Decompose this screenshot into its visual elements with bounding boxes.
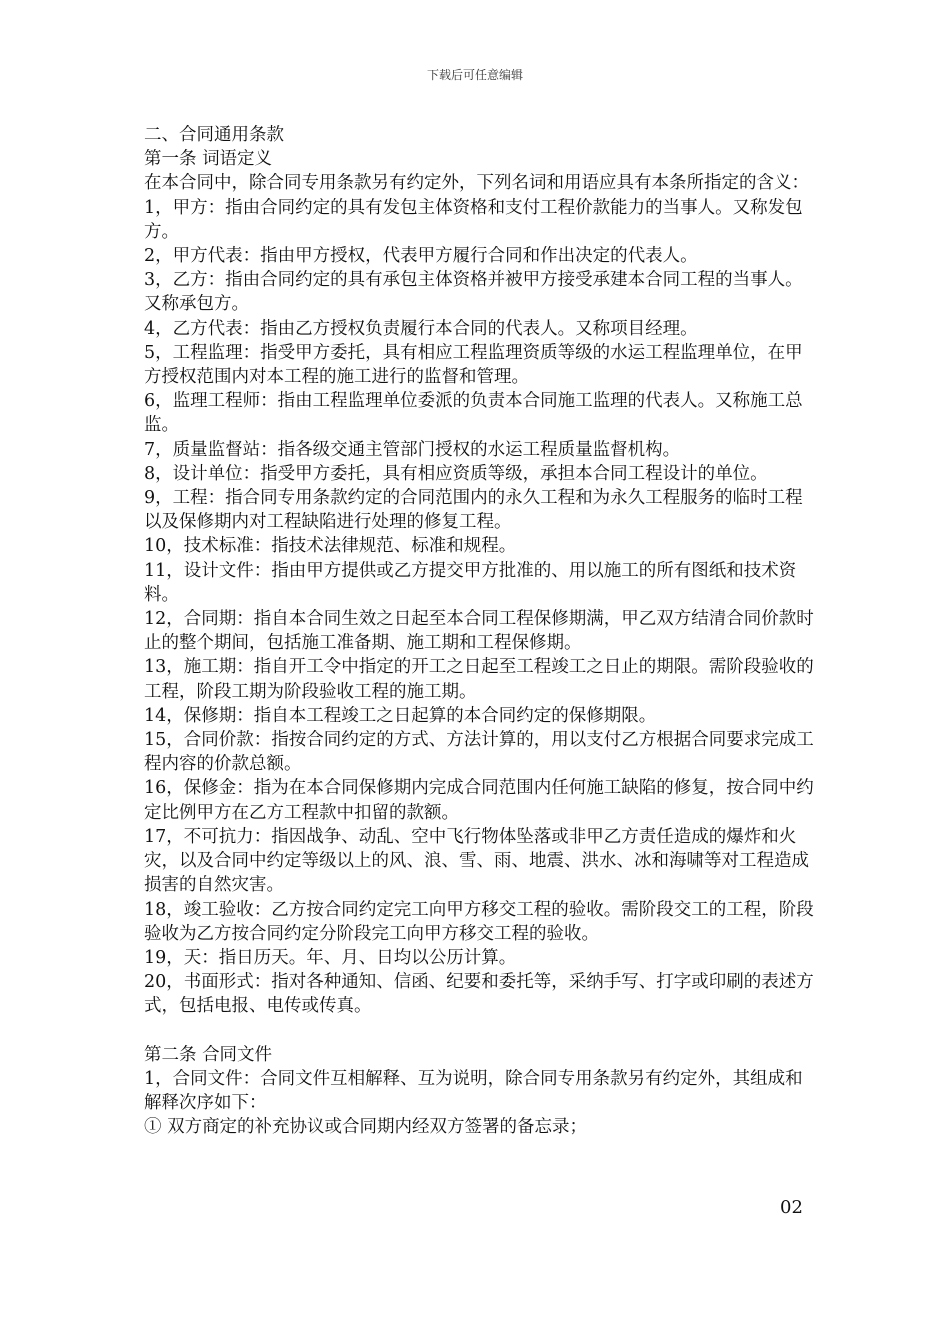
definition-item: 19，天：指日历天。年、月、日均以公历计算。 bbox=[144, 947, 517, 968]
paragraph-spacer bbox=[144, 1019, 820, 1043]
definition-item: 15，合同价款：指按合同约定的方式、方法计算的，用以支付乙方根据合同要求完成工程内容的价款总额。 bbox=[144, 730, 814, 775]
article2-title: 第二条 合同文件 bbox=[144, 1044, 273, 1065]
definition-item: 5，工程监理：指受甲方委托，具有相应工程监理资质等级的水运工程监理单位，在甲方授权范围内对本工程的施工进行的监督和管理。 bbox=[144, 342, 803, 388]
definition-item: 17，不可抗力：指因战争、动乱、空中飞行物体坠落或非甲乙方责任造成的爆炸和火灾，以及合同中约定等级以上的风、浪、雪、雨、地震、洪水、冰和海啸等对工程造成损害的自然灾害。 bbox=[144, 826, 809, 896]
definition-item: 2，甲方代表：指由甲方授权，代表甲方履行合同和作出决定的代表人。 bbox=[144, 246, 698, 267]
definition-item: 1，甲方：指由合同约定的具有发包主体资格和支付工程价款能力的当事人。又称发包方。 bbox=[144, 197, 803, 242]
article1-title: 第一条 词语定义 bbox=[144, 149, 273, 170]
document-body bbox=[144, 123, 820, 1140]
definition-item: 8，设计单位：指受甲方委托，具有相应资质等级，承担本合同工程设计的单位。 bbox=[144, 463, 768, 484]
article2-item: 1，合同文件：合同文件互相解释、互为说明，除合同专用条款另有约定外，其组成和解释次序如下： bbox=[144, 1068, 803, 1114]
definition-item: 9，工程：指合同专用条款约定的合同范围内的永久工程和为永久工程服务的临时工程以及保修期内对工程缺陷进行处理的修复工程。 bbox=[144, 488, 803, 533]
article2-subitem: ① 双方商定的补充协议或合同期内经双方签署的备忘录； bbox=[144, 1117, 588, 1138]
definition-item: 14，保修期：指自本工程竣工之日起算的本合同约定的保修期限。 bbox=[144, 705, 657, 726]
definition-item: 12，合同期：指自本合同生效之日起至本合同工程保修期满，甲乙双方结清合同价款时止的整个期间，包括施工准备期、施工期和工程保修期。 bbox=[144, 609, 814, 654]
definition-item: 16，保修金：指为在本合同保修期内完成合同范围内任何施工缺陷的修复，按合同中约定比例甲方在乙方工程款中扣留的款额。 bbox=[144, 778, 814, 823]
definition-item: 10，技术标准：指技术法律规范、标准和规程。 bbox=[144, 536, 517, 557]
definition-item: 4，乙方代表：指由乙方授权负责履行本合同的代表人。又称项目经理。 bbox=[144, 318, 698, 339]
article1-intro: 在本合同中，除合同专用条款另有约定外，下列名词和用语应具有本条所指定的含义： bbox=[144, 173, 809, 194]
definition-item: 3，乙方：指由合同约定的具有承包主体资格并被甲方接受承建本合同工程的当事人。又称承包方。 bbox=[144, 270, 803, 315]
definition-item: 18，竣工验收：乙方按合同约定完工向甲方移交工程的验收。需阶段交工的工程，阶段验收为乙方按合同约定分阶段完工向甲方移交工程的验收。 bbox=[144, 899, 814, 944]
page-number: 02 bbox=[780, 1197, 803, 1218]
definition-item: 20，书面形式：指对各种通知、信函、纪要和委托等，采纳手写、打字或印刷的表述方式，包括电报、电传或传真。 bbox=[144, 972, 814, 1017]
section-title: 二、合同通用条款 bbox=[144, 125, 284, 145]
definition-item: 13，施工期：指自开工令中指定的开工之日起至工程竣工之日止的期限。需阶段验收的工程，阶段工期为阶段验收工程的施工期。 bbox=[144, 657, 814, 702]
page-header: 下载后可任意编辑 bbox=[426, 68, 523, 82]
definition-item: 11，设计文件：指由甲方提供或乙方提交甲方批准的、用以施工的所有图纸和技术资料。 bbox=[144, 560, 797, 605]
definition-item: 6，监理工程师：指由工程监理单位委派的负责本合同施工监理的代表人。又称施工总监。 bbox=[144, 391, 803, 436]
definition-item: 7，质量监督站：指各级交通主管部门授权的水运工程质量监督机构。 bbox=[144, 439, 681, 460]
